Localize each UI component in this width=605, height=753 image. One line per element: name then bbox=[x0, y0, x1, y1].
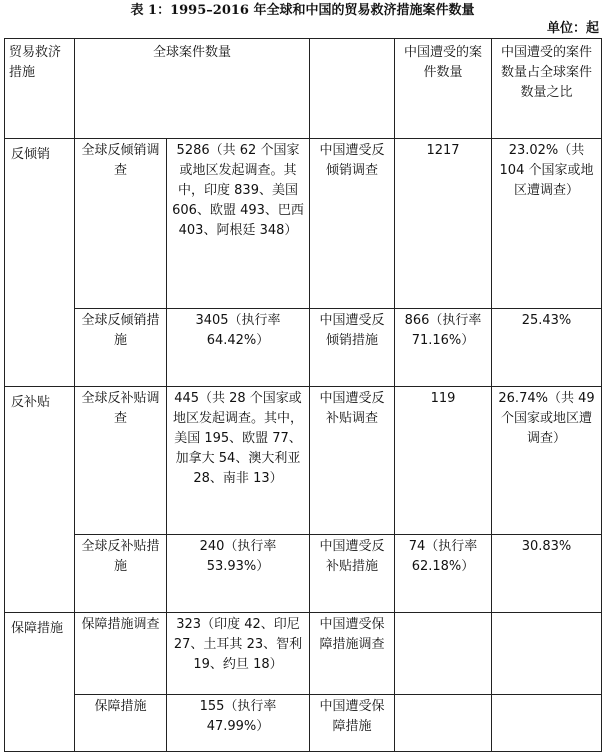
unit-label: 单位：起 bbox=[546, 21, 599, 36]
global-value-cell: 445（共 28 个国家或地区发起调查。其中，美国 195、欧盟 77、加拿大 54、澳大利亚 28、南非 13） bbox=[167, 387, 310, 535]
header-global: 全球案件数量 bbox=[75, 39, 310, 139]
table-row bbox=[5, 695, 602, 752]
category-cell: 反补贴 bbox=[5, 387, 75, 613]
header-category: 贸易救济措施 bbox=[5, 39, 75, 139]
global-value-cell: 3405（执行率 64.42%） bbox=[167, 309, 310, 387]
global-value-cell: 5286（共 62 个国家或地区发起调查。其中，印度 839、美国 606、欧盟 493、巴西 403、阿根廷 348） bbox=[167, 139, 310, 309]
table-row bbox=[5, 309, 602, 387]
table-row bbox=[5, 139, 602, 309]
china-label-cell: 中国遭受反补贴调查 bbox=[310, 387, 395, 535]
china-label-cell: 中国遭受反倾销调查 bbox=[310, 139, 395, 309]
china-value-cell: 1217 bbox=[395, 139, 492, 309]
category-cell: 反倾销 bbox=[5, 139, 75, 387]
china-value-cell: 866（执行率 71.16%） bbox=[395, 309, 492, 387]
global-label-cell: 全球反倾销调查 bbox=[75, 139, 167, 309]
ratio-cell bbox=[492, 613, 602, 695]
global-value-cell: 323（印度 42、印尼 27、土耳其 23、智利 19、约旦 18） bbox=[167, 613, 310, 695]
header-blank bbox=[310, 39, 395, 139]
global-label-cell: 全球反倾销措施 bbox=[75, 309, 167, 387]
header-row bbox=[5, 39, 602, 139]
ratio-cell: 25.43% bbox=[492, 309, 602, 387]
china-value-cell: 74（执行率 62.18%） bbox=[395, 535, 492, 613]
trade-remedy-table bbox=[4, 38, 602, 752]
category-cell: 保障措施 bbox=[5, 613, 75, 752]
global-label-cell: 全球反补贴调查 bbox=[75, 387, 167, 535]
ratio-cell: 26.74%（共 49 个国家或地区遭调查） bbox=[492, 387, 602, 535]
china-label-cell: 中国遭受保障措施 bbox=[310, 695, 395, 752]
china-label-cell: 中国遭受反倾销措施 bbox=[310, 309, 395, 387]
ratio-cell bbox=[492, 695, 602, 752]
china-value-cell bbox=[395, 613, 492, 695]
global-value-cell: 240（执行率 53.93%） bbox=[167, 535, 310, 613]
table-row bbox=[5, 613, 602, 695]
china-value-cell: 119 bbox=[395, 387, 492, 535]
china-label-cell: 中国遭受保障措施调查 bbox=[310, 613, 395, 695]
china-value-cell bbox=[395, 695, 492, 752]
table-row bbox=[5, 535, 602, 613]
table-row bbox=[5, 387, 602, 535]
table-title: 表 1：1995–2016 年全球和中国的贸易救济措施案件数量 bbox=[130, 3, 475, 18]
global-label-cell: 保障措施 bbox=[75, 695, 167, 752]
global-label-cell: 全球反补贴措施 bbox=[75, 535, 167, 613]
ratio-cell: 30.83% bbox=[492, 535, 602, 613]
ratio-cell: 23.02%（共 104 个国家或地区遭调查） bbox=[492, 139, 602, 309]
global-value-cell: 155（执行率 47.99%） bbox=[167, 695, 310, 752]
header-ratio: 中国遭受的案件数量占全球案件数量之比 bbox=[492, 39, 602, 139]
china-label-cell: 中国遭受反补贴措施 bbox=[310, 535, 395, 613]
header-china: 中国遭受的案件数量 bbox=[395, 39, 492, 139]
global-label-cell: 保障措施调查 bbox=[75, 613, 167, 695]
